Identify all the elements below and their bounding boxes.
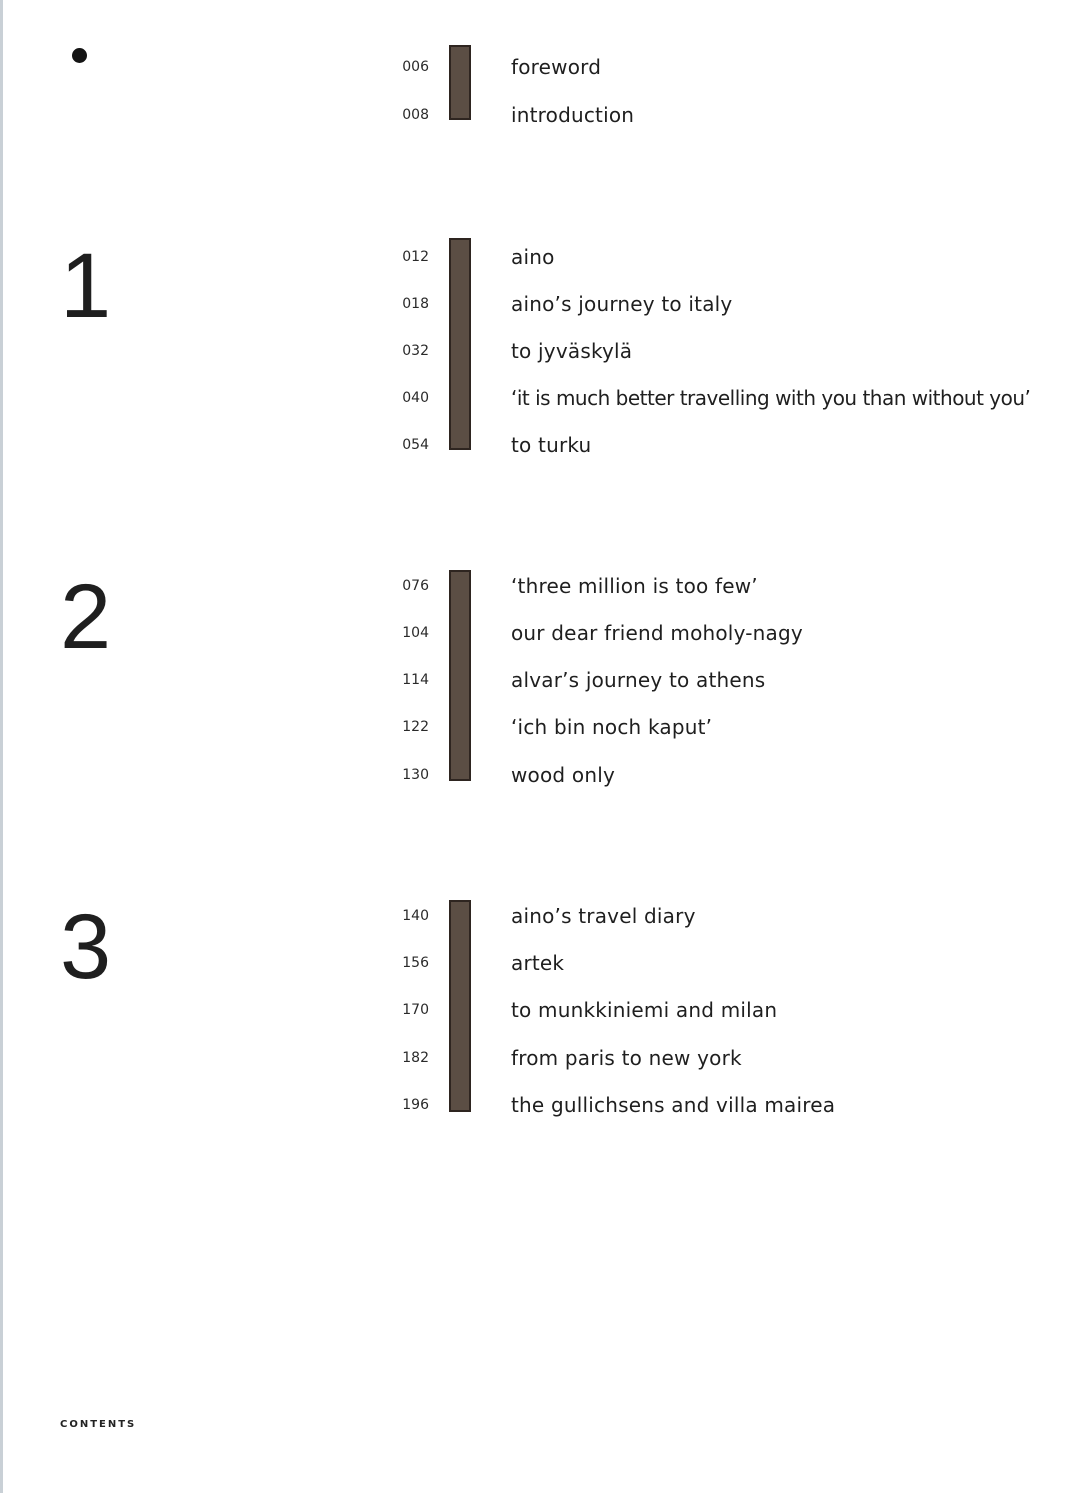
entry-title: alvar’s journey to athens	[511, 668, 766, 692]
entry-title: aino’s travel diary	[511, 904, 696, 928]
toc-entry[interactable]	[0, 431, 1080, 459]
toc-entry[interactable]	[0, 53, 1080, 81]
page-number: 170	[402, 1002, 429, 1018]
toc-entry[interactable]	[0, 101, 1080, 129]
toc-entry[interactable]	[0, 243, 1080, 271]
toc-entry[interactable]	[0, 902, 1080, 930]
page-number: 130	[402, 767, 429, 783]
page-number: 012	[402, 249, 429, 265]
entry-title: to jyväskylä	[511, 339, 633, 363]
entry-title: ‘it is much better travelling with you than without you’	[511, 386, 1031, 410]
page-number: 032	[402, 343, 429, 359]
toc-entry[interactable]	[0, 949, 1080, 977]
page-number: 006	[402, 59, 429, 75]
toc-entry[interactable]	[0, 572, 1080, 600]
toc-entry[interactable]	[0, 1091, 1080, 1119]
entry-title: artek	[511, 951, 565, 975]
entry-title: ‘ich bin noch kaput’	[511, 715, 713, 739]
entry-title: to turku	[511, 433, 592, 457]
toc-entry[interactable]	[0, 337, 1080, 365]
toc-entry[interactable]	[0, 666, 1080, 694]
section-number: 3	[60, 896, 112, 998]
entry-title: aino	[511, 245, 555, 269]
page-edge	[0, 0, 3, 1493]
page-number: 156	[402, 955, 429, 971]
page-number: 182	[402, 1050, 429, 1066]
entry-title: aino’s journey to italy	[511, 292, 733, 316]
entry-title: introduction	[511, 103, 635, 127]
footer-contents-label: CONTENTS	[60, 1419, 137, 1430]
page-number: 076	[402, 578, 429, 594]
entry-title: our dear friend moholy-nagy	[511, 621, 803, 645]
entry-title: to munkkiniemi and milan	[511, 998, 778, 1022]
entry-title: foreword	[511, 55, 602, 79]
page-number: 122	[402, 719, 429, 735]
page-number: 008	[402, 107, 429, 123]
section-number: 2	[60, 566, 112, 668]
toc-entry[interactable]	[0, 619, 1080, 647]
page-number: 040	[402, 390, 429, 406]
entry-title: the gullichsens and villa mairea	[511, 1093, 836, 1117]
page-number: 114	[402, 672, 429, 688]
page-number: 104	[402, 625, 429, 641]
entry-title: from paris to new york	[511, 1046, 742, 1070]
page-number: 054	[402, 437, 429, 453]
section-number: 1	[60, 235, 112, 337]
page-number: 018	[402, 296, 429, 312]
entry-title: ‘three million is too few’	[511, 574, 758, 598]
entry-title: wood only	[511, 763, 615, 787]
page-number: 140	[402, 908, 429, 924]
toc-entry[interactable]	[0, 1044, 1080, 1072]
toc-entry[interactable]	[0, 713, 1080, 741]
toc-entry[interactable]	[0, 290, 1080, 318]
toc-entry[interactable]	[0, 761, 1080, 789]
toc-entry[interactable]	[0, 996, 1080, 1024]
page-number: 196	[402, 1097, 429, 1113]
toc-entry[interactable]	[0, 384, 1080, 412]
